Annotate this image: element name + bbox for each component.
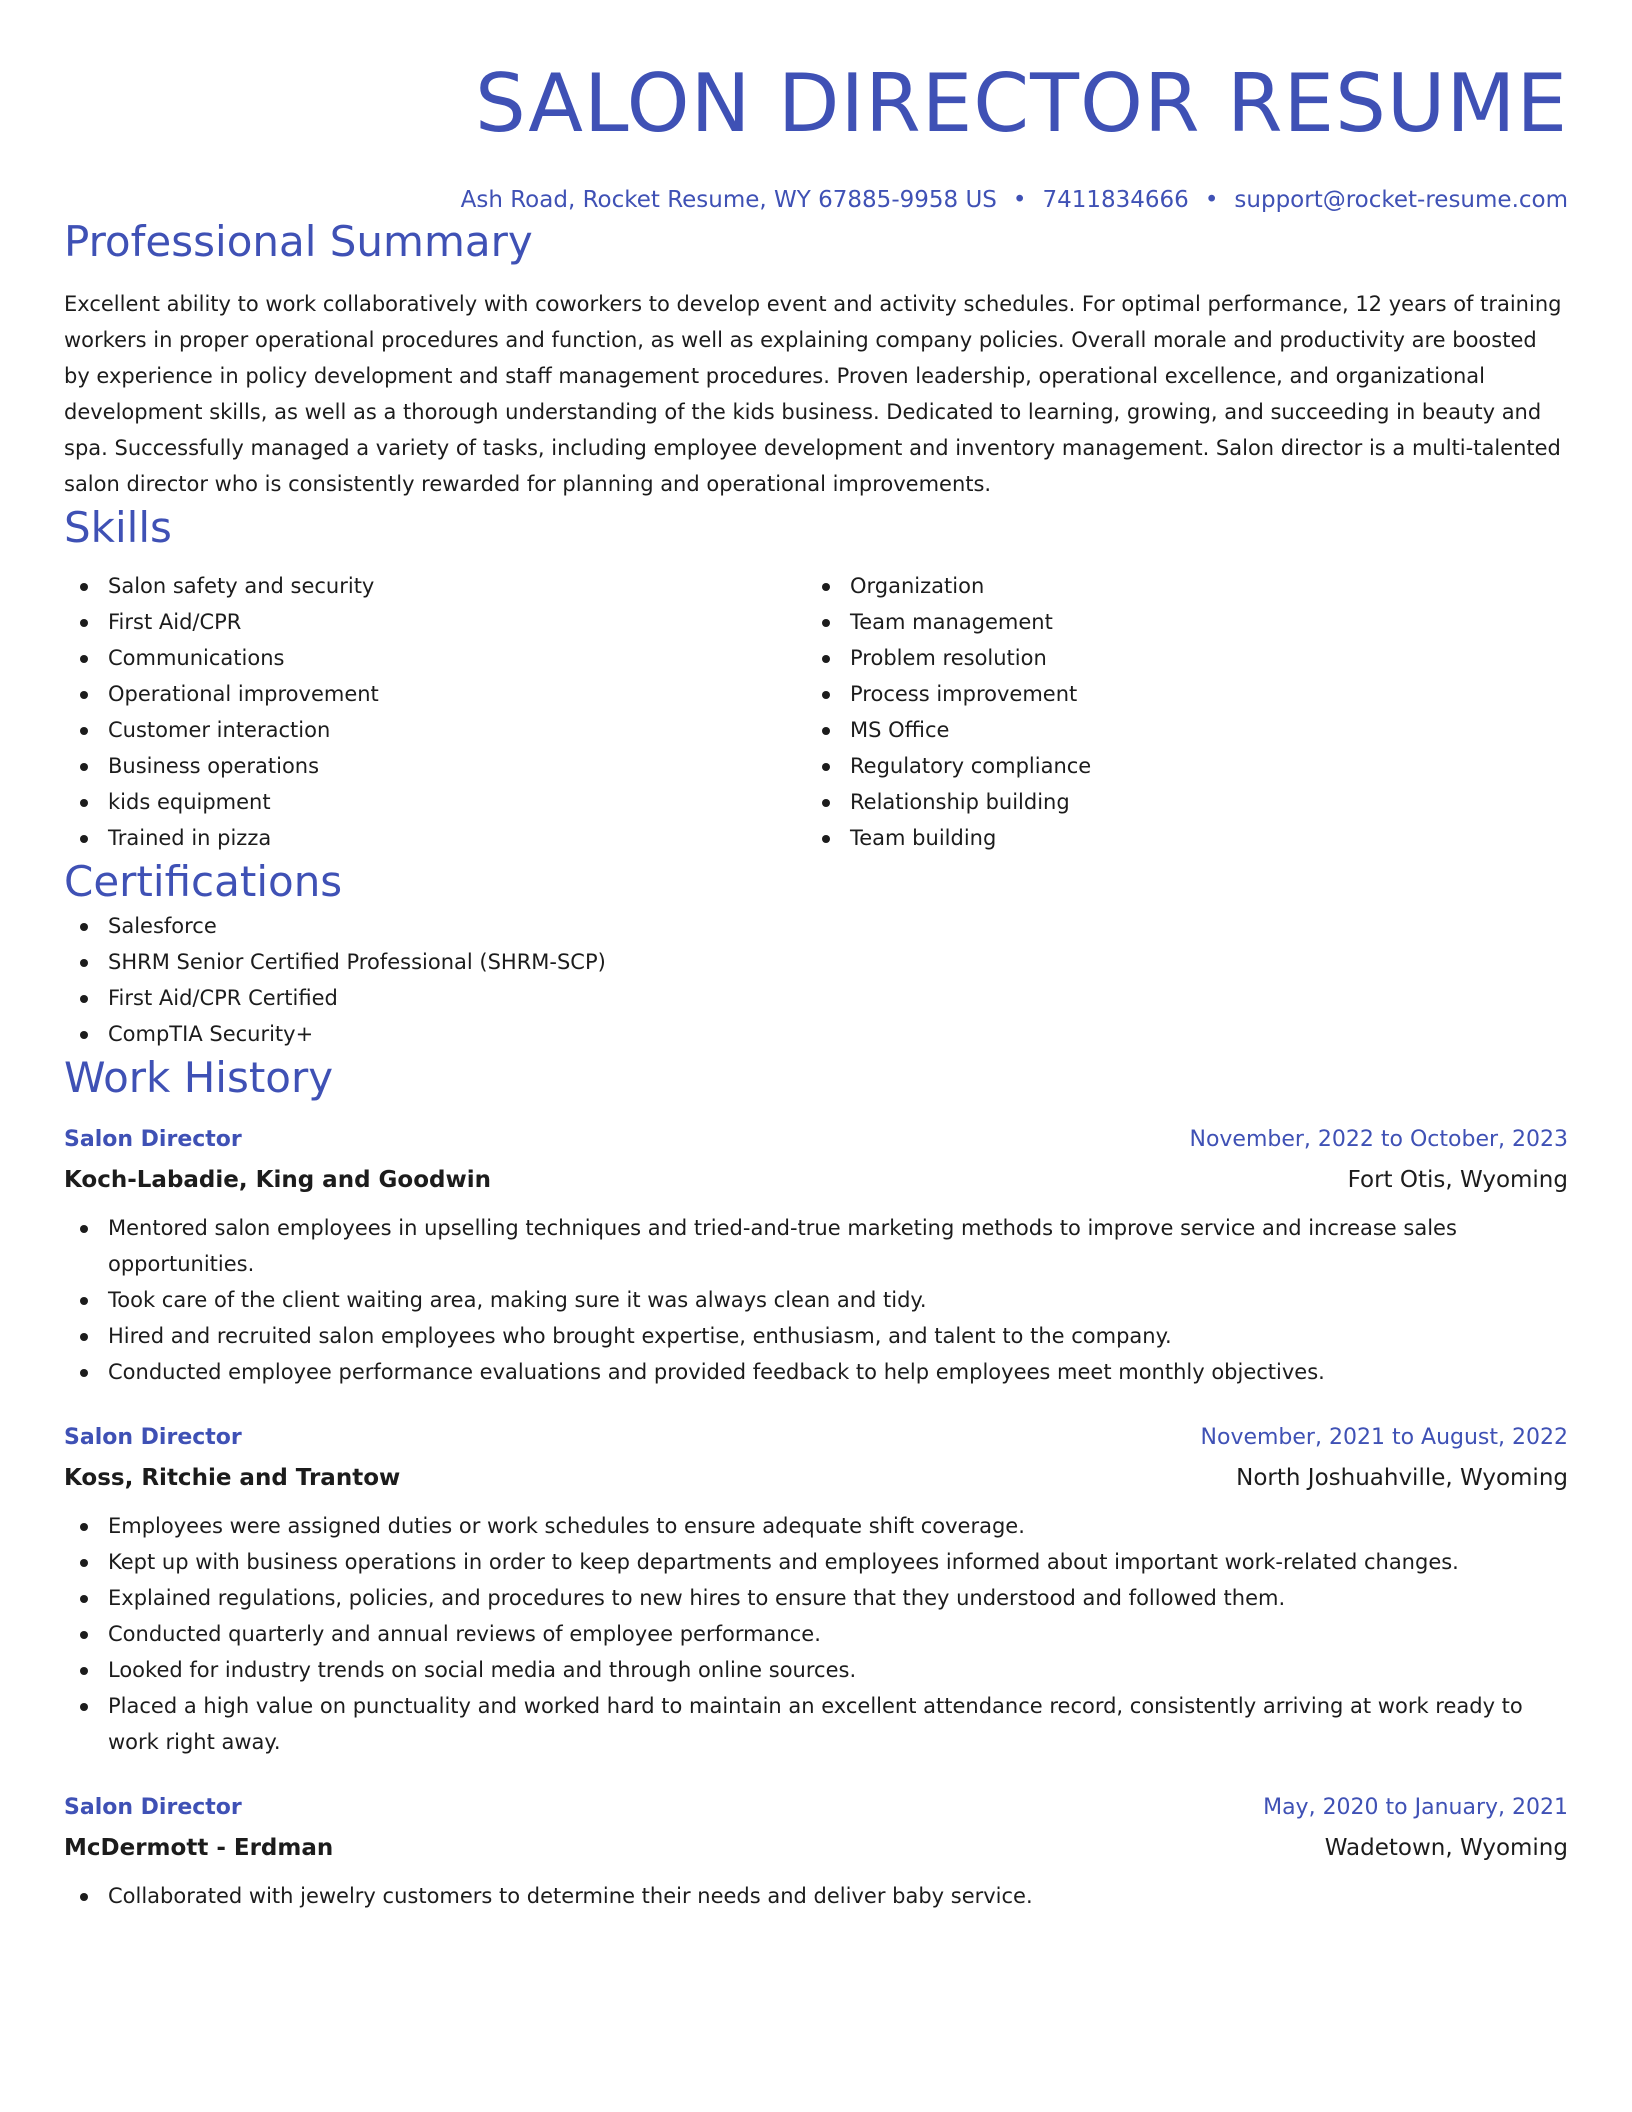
resume-title: SALON DIRECTOR RESUME — [474, 57, 1568, 150]
skill-item: Customer interaction — [64, 712, 806, 748]
skill-item: Trained in pizza — [64, 820, 806, 856]
job-duty: Mentored salon employees in upselling techniques and tried-and-true marketing methods to improve service and increase sales opportunities. — [64, 1210, 1568, 1282]
job-duty: Employees were assigned duties or work schedules to ensure adequate shift coverage. — [64, 1508, 1568, 1544]
job-entry — [64, 1788, 1568, 1914]
skills-column-left — [64, 568, 806, 856]
work-history-heading: Work History — [64, 1053, 334, 1102]
address: Ash Road, Rocket Resume, WY 67885-9958 US — [460, 187, 997, 213]
job-duty: Took care of the client waiting area, making sure it was always clean and tidy. — [64, 1282, 1568, 1318]
skill-item: Team management — [806, 604, 1548, 640]
job-duties — [64, 1508, 1568, 1760]
skill-item: Salon safety and security — [64, 568, 806, 604]
job-duty: Hired and recruited salon employees who brought expertise, enthusiasm, and talent to the company. — [64, 1318, 1568, 1354]
skill-item: Relationship building — [806, 784, 1548, 820]
job-dates: November, 2021 to August, 2022 — [1200, 1425, 1568, 1450]
job-duty: Collaborated with jewelry customers to determine their needs and deliver baby service. — [64, 1878, 1568, 1914]
skill-item: MS Office — [806, 712, 1548, 748]
summary-heading: Professional Summary — [64, 217, 533, 266]
job-duties — [64, 1878, 1568, 1914]
certification-item: SHRM Senior Certified Professional (SHRM-SCP) — [64, 944, 1568, 980]
job-company: McDermott - Erdman — [64, 1835, 334, 1861]
job-duty: Looked for industry trends on social media and through online sources. — [64, 1652, 1568, 1688]
skill-item: Regulatory compliance — [806, 748, 1548, 784]
certification-item: First Aid/CPR Certified — [64, 980, 1568, 1016]
job-location: Fort Otis, Wyoming — [1347, 1167, 1568, 1193]
job-duty: Placed a high value on punctuality and worked hard to maintain an excellent attendance record, consistently arriving at work ready to work right away. — [64, 1688, 1568, 1760]
skills-list — [64, 568, 1568, 856]
job-duty: Kept up with business operations in order to keep departments and employees informed about important work-related changes. — [64, 1544, 1568, 1580]
skill-item: Team building — [806, 820, 1548, 856]
contact-separator: • — [1012, 187, 1027, 213]
certification-item: CompTIA Security+ — [64, 1016, 1568, 1052]
job-title: Salon Director — [64, 1425, 242, 1450]
certifications-list — [64, 908, 1568, 1052]
job-duty: Conducted quarterly and annual reviews of employee performance. — [64, 1616, 1568, 1652]
job-duty: Explained regulations, policies, and procedures to new hires to ensure that they understood and followed them. — [64, 1580, 1568, 1616]
skill-item: kids equipment — [64, 784, 806, 820]
phone: 7411834666 — [1042, 187, 1189, 213]
contact-separator: • — [1204, 187, 1219, 213]
contact-line — [64, 184, 1568, 216]
skill-item: Problem resolution — [806, 640, 1548, 676]
skill-item: Process improvement — [806, 676, 1548, 712]
job-title: Salon Director — [64, 1127, 242, 1152]
certification-item: Salesforce — [64, 908, 1568, 944]
job-dates: November, 2022 to October, 2023 — [1189, 1127, 1568, 1152]
job-dates: May, 2020 to January, 2021 — [1263, 1795, 1568, 1820]
job-entry — [64, 1418, 1568, 1760]
job-location: North Joshuahville, Wyoming — [1236, 1465, 1568, 1491]
skill-item: Organization — [806, 568, 1548, 604]
email-link[interactable]: support@rocket-resume.com — [1234, 187, 1568, 213]
skill-item: Business operations — [64, 748, 806, 784]
summary-text: Excellent ability to work collaboratively with coworkers to develop event and activity schedules. For optimal performance, 12 years of training workers in proper operational procedures and function, as well as explaining company policies. Overall morale and productivity are boosted by experience in policy development and staff management procedures. Proven leadership, operational excellence, and organizational development skills, as well as a thorough understanding of the kids business. Dedicated to learning, growing, and succeeding in beauty and spa. Successfully managed a variety of tasks, including employee development and inventory management. Salon director is a multi-talented salon director who is consistently rewarded for planning and operational improvements. — [64, 292, 1562, 496]
job-entry — [64, 1120, 1568, 1390]
skill-item: Operational improvement — [64, 676, 806, 712]
job-duty: Conducted employee performance evaluations and provided feedback to help employees meet monthly objectives. — [64, 1354, 1568, 1390]
job-duties — [64, 1210, 1568, 1390]
skill-item: First Aid/CPR — [64, 604, 806, 640]
job-title: Salon Director — [64, 1795, 242, 1820]
job-company: Koch-Labadie, King and Goodwin — [64, 1167, 491, 1193]
skill-item: Communications — [64, 640, 806, 676]
job-company: Koss, Ritchie and Trantow — [64, 1465, 401, 1491]
resume-page — [64, 0, 1568, 1914]
skills-heading: Skills — [64, 503, 172, 552]
job-location: Wadetown, Wyoming — [1324, 1835, 1568, 1861]
certifications-heading: Certifications — [64, 857, 343, 906]
skills-column-right — [806, 568, 1548, 856]
